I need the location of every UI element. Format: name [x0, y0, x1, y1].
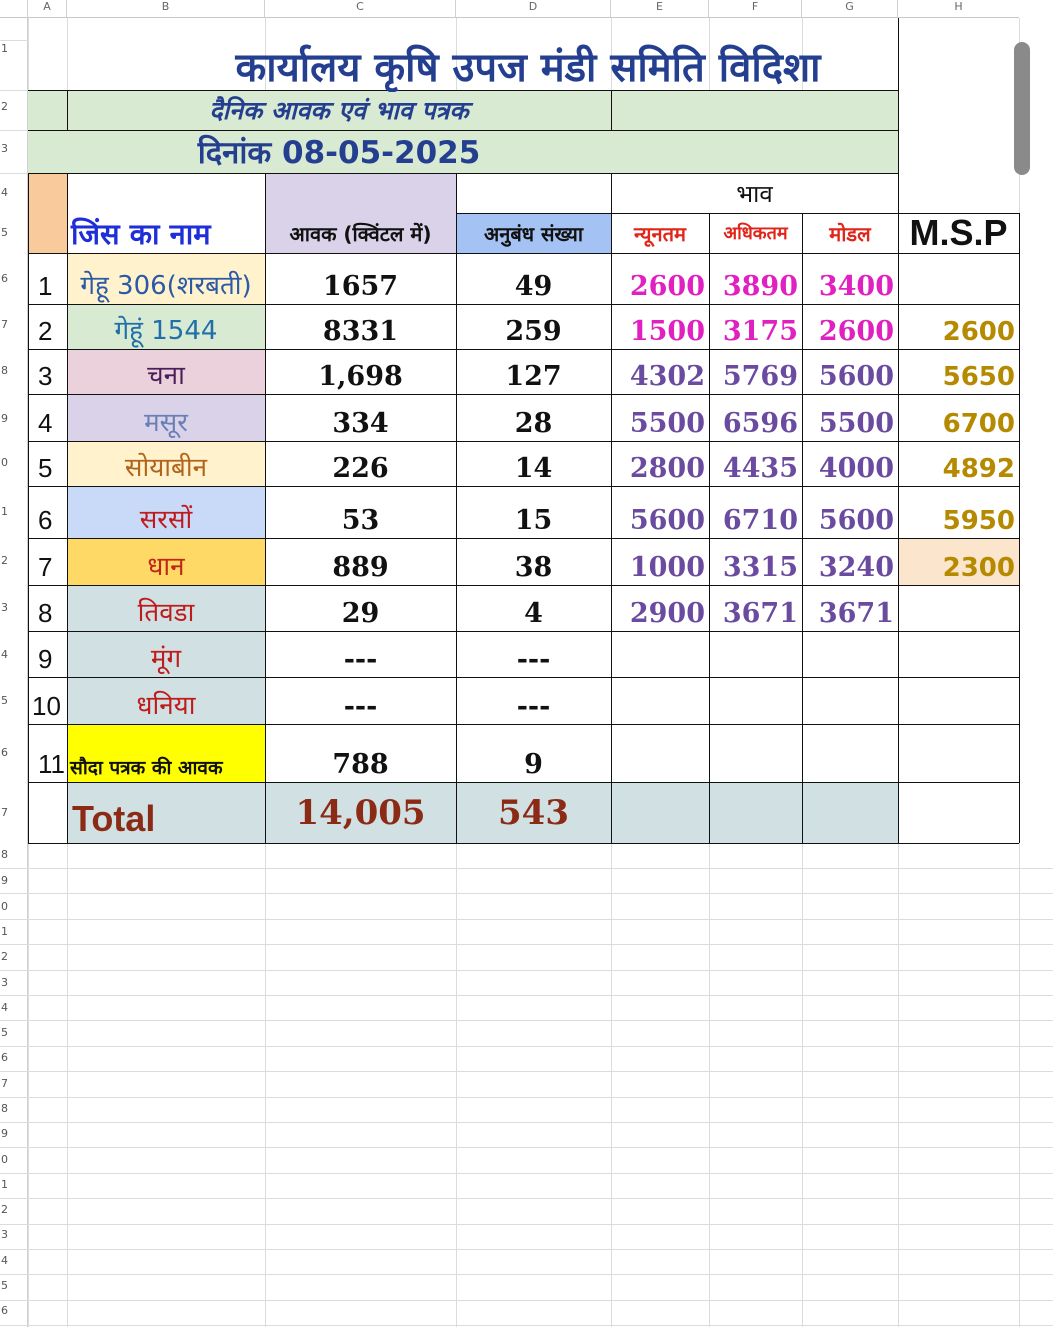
row-10-max — [709, 677, 802, 724]
row-header-24[interactable]: 4 — [0, 1001, 28, 1015]
row-header-2[interactable]: 2 — [0, 100, 28, 114]
row-8-contracts: 4 — [524, 598, 543, 629]
row-header-18[interactable]: 8 — [0, 848, 28, 862]
column-header-a[interactable]: A — [28, 0, 67, 18]
column-header-d[interactable]: D — [456, 0, 611, 18]
row-header-35[interactable]: 5 — [0, 1279, 28, 1293]
row-1-sno: 1 — [38, 271, 53, 301]
row-8-msp — [898, 585, 1019, 631]
row-5-msp: 4892 — [942, 454, 1015, 484]
row-header-34[interactable]: 4 — [0, 1254, 28, 1268]
row-7-max: 3315 — [722, 552, 798, 583]
column-header-g[interactable]: G — [802, 0, 898, 18]
column-header-c[interactable]: C — [265, 0, 456, 18]
row-2-max: 3175 — [722, 316, 798, 347]
row-6-max: 6710 — [722, 505, 798, 536]
row-header-25[interactable]: 5 — [0, 1026, 28, 1040]
row-11-msp — [898, 724, 1019, 782]
row-8-sno: 8 — [38, 598, 53, 628]
row-6-min: 5600 — [629, 505, 705, 536]
row-11-sno: 11 — [38, 749, 65, 779]
row-4-min: 5500 — [629, 408, 705, 439]
row-1-name: गेहू 306(शरबती) — [80, 271, 252, 301]
row-10-contracts: --- — [516, 691, 551, 722]
column-header-e[interactable]: E — [611, 0, 709, 18]
row-2-modal: 2600 — [818, 316, 894, 347]
row-header-1[interactable]: 1 — [0, 42, 28, 56]
row-5-modal: 4000 — [818, 453, 894, 484]
row-6-msp: 5950 — [942, 506, 1015, 536]
row-11-max — [709, 724, 802, 782]
row-header-6[interactable]: 6 — [0, 272, 28, 286]
office-title: कार्यालय कृषि उपज मंडी समिति विदिशा — [235, 44, 821, 91]
row-6-contracts: 15 — [514, 505, 553, 536]
row-7-name: धान — [147, 552, 185, 582]
row-header-7[interactable]: 7 — [0, 318, 28, 332]
header-modal-price: मोडल — [829, 221, 871, 246]
row-7-min: 1000 — [629, 552, 705, 583]
row-9-max — [709, 631, 802, 677]
row-header-10[interactable]: 0 — [0, 456, 28, 470]
row-3-contracts: 127 — [505, 361, 562, 392]
column-header-b[interactable]: B — [67, 0, 265, 18]
row-2-contracts: 259 — [505, 316, 562, 347]
row-header-29[interactable]: 9 — [0, 1127, 28, 1141]
row-2-name: गेहूं 1544 — [114, 316, 218, 346]
row-10-modal — [802, 677, 898, 724]
row-6-arrival: 53 — [341, 505, 380, 536]
row-header-4[interactable]: 4 — [0, 186, 28, 200]
row-9-arrival: --- — [343, 644, 378, 675]
row-header-31[interactable]: 1 — [0, 1178, 28, 1192]
row-11-name: सौदा पत्रक की आवक — [70, 757, 223, 779]
row-6-modal: 5600 — [818, 505, 894, 536]
row-7-msp: 2300 — [942, 553, 1015, 583]
row-7-arrival: 889 — [332, 552, 389, 583]
row-header-36[interactable]: 6 — [0, 1304, 28, 1318]
column-header-f[interactable]: F — [709, 0, 802, 18]
row-9-name: मूंग — [150, 644, 182, 674]
row-1-msp — [898, 253, 1019, 304]
row-8-min: 2900 — [629, 598, 705, 629]
row-header-16[interactable]: 6 — [0, 746, 28, 760]
row-7-sno: 7 — [38, 552, 53, 582]
row-header-5[interactable]: 5 — [0, 226, 28, 240]
row-1-modal: 3400 — [818, 271, 894, 302]
total-contracts: 543 — [498, 792, 569, 833]
total-label: Total — [72, 798, 156, 839]
row-8-modal: 3671 — [818, 598, 894, 629]
row-header-11[interactable]: 1 — [0, 505, 28, 519]
row-header-32[interactable]: 2 — [0, 1203, 28, 1217]
row-3-msp: 5650 — [942, 362, 1015, 392]
row-9-contracts: --- — [516, 644, 551, 675]
total-arrival: 14,005 — [295, 792, 426, 833]
row-4-contracts: 28 — [514, 408, 553, 439]
row-header-14[interactable]: 4 — [0, 648, 28, 662]
row-10-msp — [898, 677, 1019, 724]
row-3-arrival: 1,698 — [318, 361, 403, 392]
row-header-28[interactable]: 8 — [0, 1102, 28, 1116]
row-header-23[interactable]: 3 — [0, 976, 28, 990]
row-9-sno: 9 — [38, 644, 53, 674]
column-header-h[interactable]: H — [898, 0, 1019, 18]
header-commodity: जिंस का नाम — [71, 216, 211, 251]
header-max-price: अधिकतम — [723, 223, 788, 244]
row-11-contracts: 9 — [524, 749, 543, 780]
row-11-modal — [802, 724, 898, 782]
row-5-contracts: 14 — [514, 453, 553, 484]
row-header-12[interactable]: 2 — [0, 554, 28, 568]
row-header-20[interactable]: 0 — [0, 900, 28, 914]
row-header-8[interactable]: 8 — [0, 364, 28, 378]
row-header-17[interactable]: 7 — [0, 806, 28, 820]
row-8-arrival: 29 — [341, 598, 380, 629]
row-header-19[interactable]: 9 — [0, 874, 28, 888]
header-arrival: आवक (क्विंटल में) — [289, 221, 432, 246]
row-3-min: 4302 — [629, 361, 705, 392]
row-5-max: 4435 — [722, 453, 798, 484]
row-9-msp — [898, 631, 1019, 677]
row-header-9[interactable]: 9 — [0, 412, 28, 426]
row-5-name: सोयाबीन — [124, 453, 208, 483]
header-price-group: भाव — [736, 179, 773, 208]
row-8-max: 3671 — [722, 598, 798, 629]
row-header-33[interactable]: 3 — [0, 1228, 28, 1242]
row-4-arrival: 334 — [332, 408, 389, 439]
row-2-sno: 2 — [38, 316, 53, 346]
row-4-name: मसूर — [144, 408, 188, 438]
row-5-sno: 5 — [38, 453, 53, 483]
header-contracts: अनुबंध संख्या — [483, 221, 584, 246]
row-header-26[interactable]: 6 — [0, 1051, 28, 1065]
row-2-arrival: 8331 — [322, 316, 399, 347]
row-header-27[interactable]: 7 — [0, 1077, 28, 1091]
row-3-modal: 5600 — [818, 361, 894, 392]
row-7-contracts: 38 — [514, 552, 553, 583]
row-3-sno: 3 — [38, 361, 53, 391]
row-4-modal: 5500 — [818, 408, 894, 439]
row-2-msp: 2600 — [942, 317, 1015, 347]
row-header-22[interactable]: 2 — [0, 950, 28, 964]
row-9-min — [611, 631, 709, 677]
row-1-max: 3890 — [722, 271, 798, 302]
row-11-arrival: 788 — [332, 749, 389, 780]
row-10-sno: 10 — [32, 691, 61, 721]
row-header-21[interactable]: 1 — [0, 925, 28, 939]
row-4-msp: 6700 — [942, 409, 1015, 439]
row-header-3[interactable]: 3 — [0, 142, 28, 156]
row-7-modal: 3240 — [818, 552, 894, 583]
header-min-price: न्यूनतम — [634, 221, 686, 246]
row-1-contracts: 49 — [514, 271, 553, 302]
header-msp: M.S.P — [909, 213, 1008, 253]
row-6-sno: 6 — [38, 505, 53, 535]
row-3-name: चना — [147, 361, 185, 391]
row-header-15[interactable]: 5 — [0, 694, 28, 708]
row-10-name: धनिया — [136, 691, 196, 721]
report-date: दिनांक 08-05-2025 — [197, 134, 481, 171]
row-10-min — [611, 677, 709, 724]
row-10-arrival: --- — [343, 691, 378, 722]
row-header-30[interactable]: 0 — [0, 1153, 28, 1167]
row-6-name: सरसों — [139, 505, 193, 535]
row-9-modal — [802, 631, 898, 677]
row-header-13[interactable]: 3 — [0, 601, 28, 615]
row-5-arrival: 226 — [332, 453, 389, 484]
row-1-min: 2600 — [629, 271, 705, 302]
row-4-max: 6596 — [722, 408, 798, 439]
row-11-min — [611, 724, 709, 782]
vertical-scrollbar[interactable] — [1014, 42, 1030, 175]
row-1-arrival: 1657 — [322, 271, 399, 302]
row-8-name: तिवडा — [137, 598, 195, 628]
row-5-min: 2800 — [629, 453, 705, 484]
report-subtitle: दैनिक आवक एवं भाव पत्रक — [209, 96, 469, 125]
row-3-max: 5769 — [722, 361, 798, 392]
row-2-min: 1500 — [629, 316, 705, 347]
row-4-sno: 4 — [38, 408, 53, 438]
